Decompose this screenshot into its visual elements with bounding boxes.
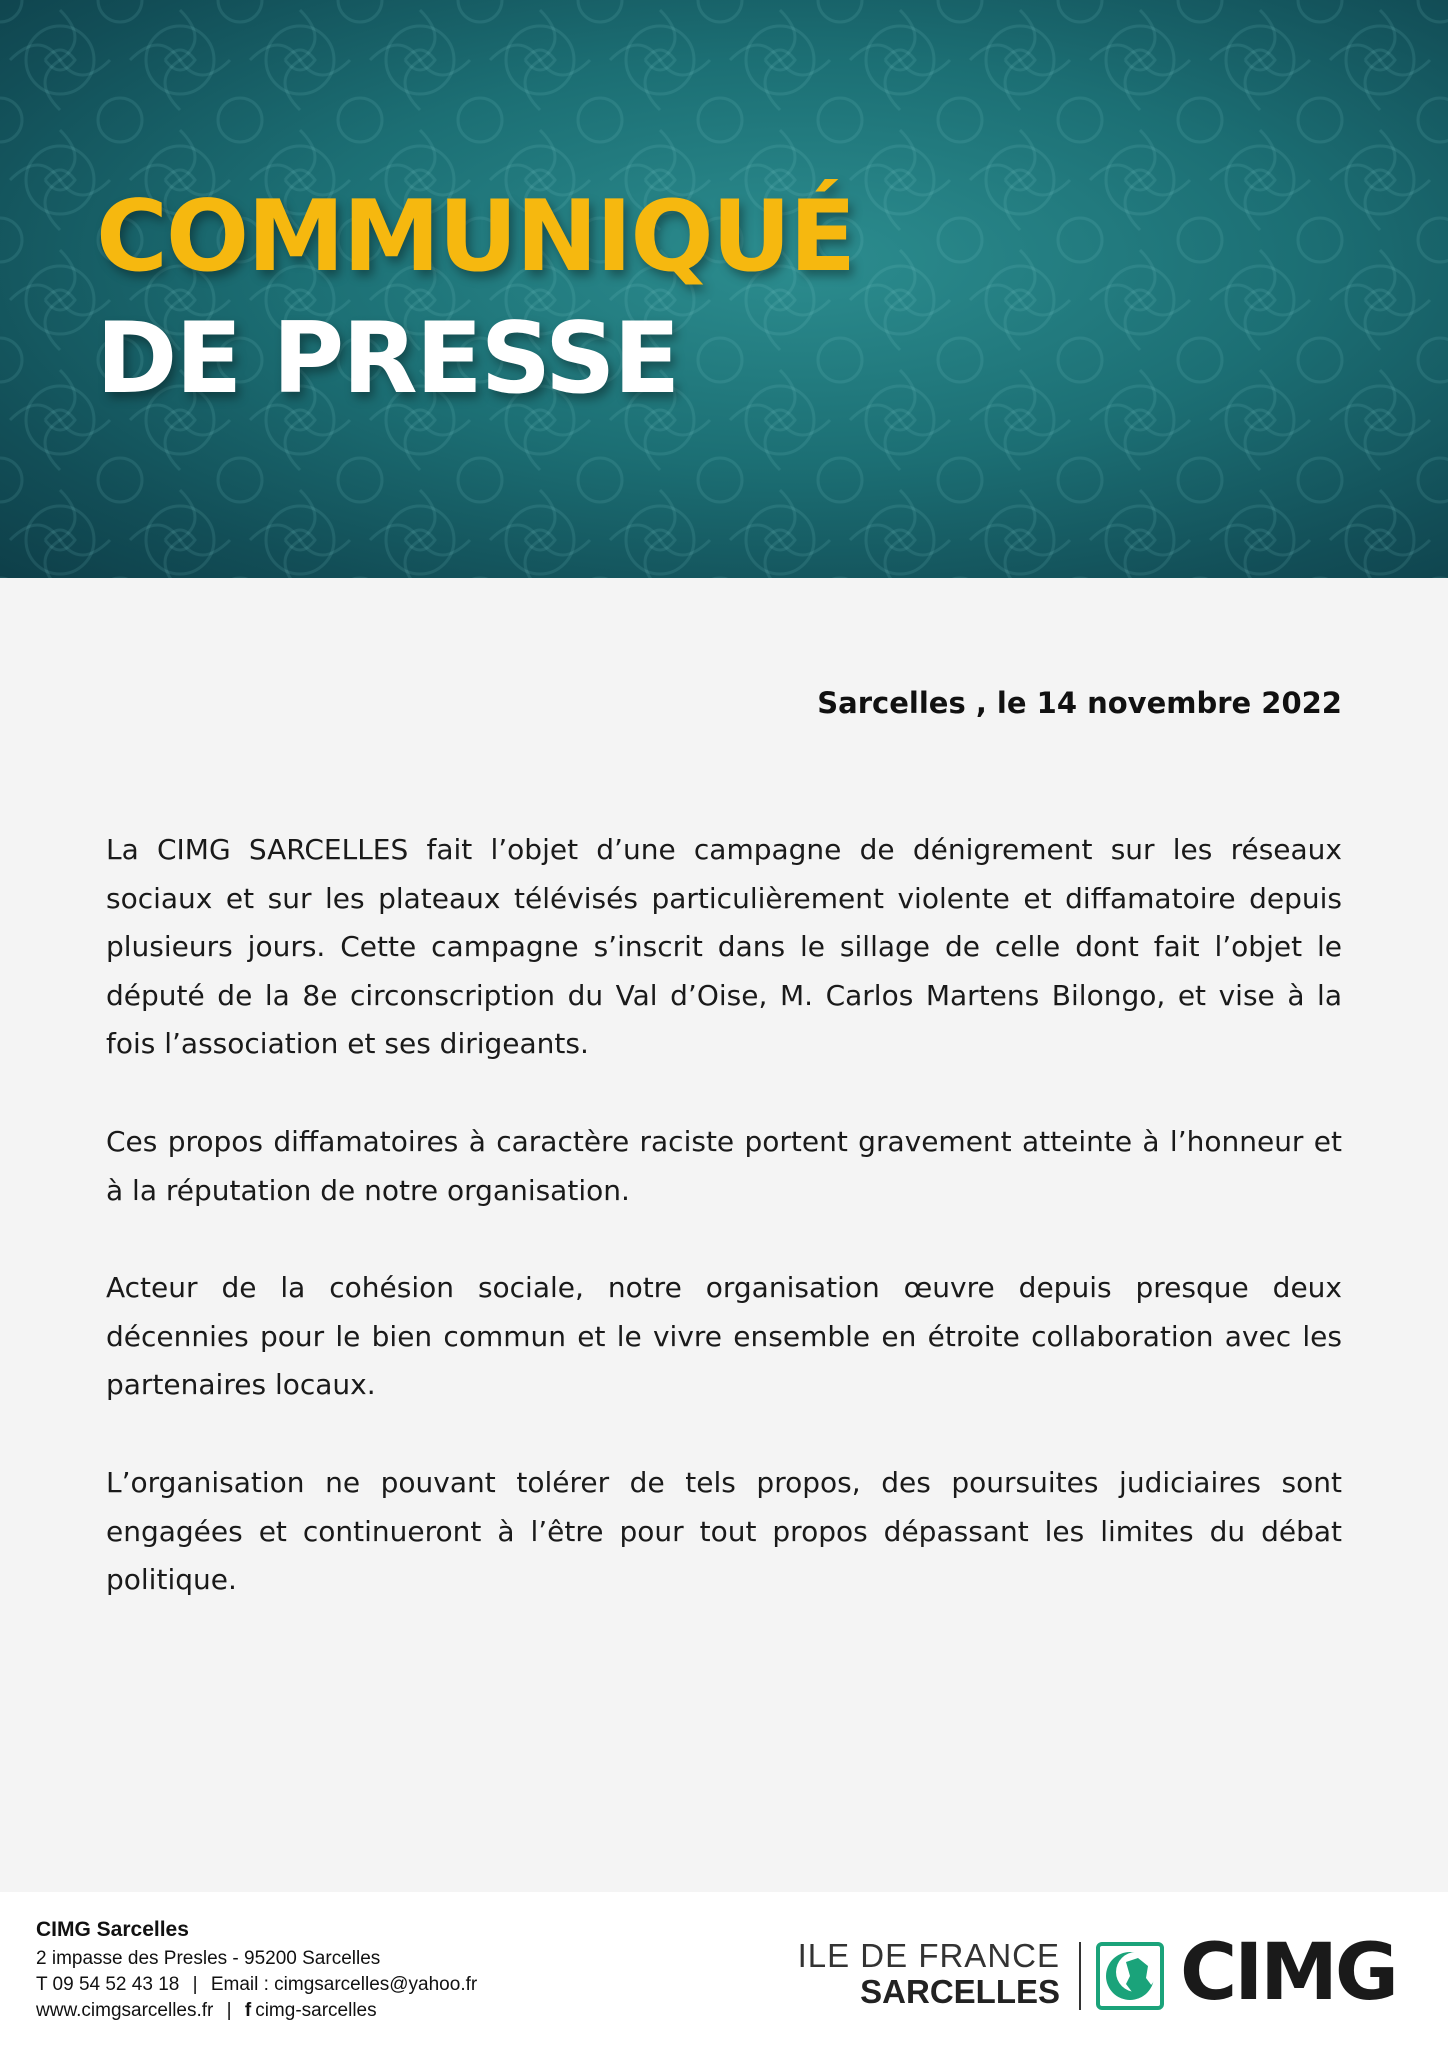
paragraph-4: L’organisation ne pouvant tolérer de tels propos, des poursuites judiciaires sont engagées et continueront à l’être pour tout propos dépassant les limites du débat politique.	[106, 1465, 1342, 1597]
footer-website[interactable]: www.cimgsarcelles.fr	[36, 2000, 214, 2021]
footer-contact-line	[36, 1974, 477, 1996]
region-bottom: SARCELLES	[860, 1973, 1060, 2010]
footer	[0, 1892, 1448, 2048]
footer-org-name: CIMG Sarcelles	[36, 1918, 189, 1941]
paragraph-2: Ces propos diffamatoires à caractère raciste portent gravement atteinte à l’honneur et à la réputation de notre organisation.	[106, 1124, 1342, 1207]
footer-facebook[interactable]: cimg-sarcelles	[255, 2000, 377, 2021]
header-banner	[0, 0, 1448, 578]
footer-separator: |	[192, 1974, 198, 1995]
facebook-icon: f	[244, 2000, 252, 2021]
footer-separator-2: |	[226, 2000, 232, 2021]
cimg-brand-logo: CIMG	[1180, 1928, 1396, 2018]
footer-address: 2 impasse des Presles - 95200 Sarcelles	[36, 1948, 381, 1969]
title-communique: COMMUNIQUÉ	[96, 180, 855, 294]
press-release-body	[106, 826, 1342, 1654]
title-de-presse: DE PRESSE	[96, 302, 679, 416]
date-line: Sarcelles , le 14 novembre 2022	[817, 686, 1342, 720]
region-label	[798, 1938, 1060, 2010]
cimg-emblem-icon	[1096, 1942, 1164, 2010]
logo-divider	[1079, 1942, 1081, 2010]
region-top: ILE DE FRANCE	[797, 1937, 1060, 1974]
footer-web-line	[36, 2000, 377, 2022]
paragraph-3: Acteur de la cohésion sociale, notre organisation œuvre depuis presque deux décennies pour le bien commun et le vivre ensemble en étroite collaboration avec les partenaires locaux.	[106, 1271, 1342, 1402]
paragraph-1: La CIMG SARCELLES fait l’objet d’une campagne de dénigrement sur les réseaux sociaux et sur les plateaux télévisés particulièrement violente et diffamatoire depuis plusieurs jours. Cette campagne s’inscrit dans le sillage de celle dont fait l’objet le député de la 8e circonscription du Val d’Oise, M. Carlos Martens Bilongo, et vise à la fois l’association et ses dirigeants.	[106, 833, 1342, 1061]
footer-phone: T 09 54 52 43 18	[36, 1974, 180, 1995]
footer-email[interactable]: Email : cimgsarcelles@yahoo.fr	[210, 1974, 478, 1995]
